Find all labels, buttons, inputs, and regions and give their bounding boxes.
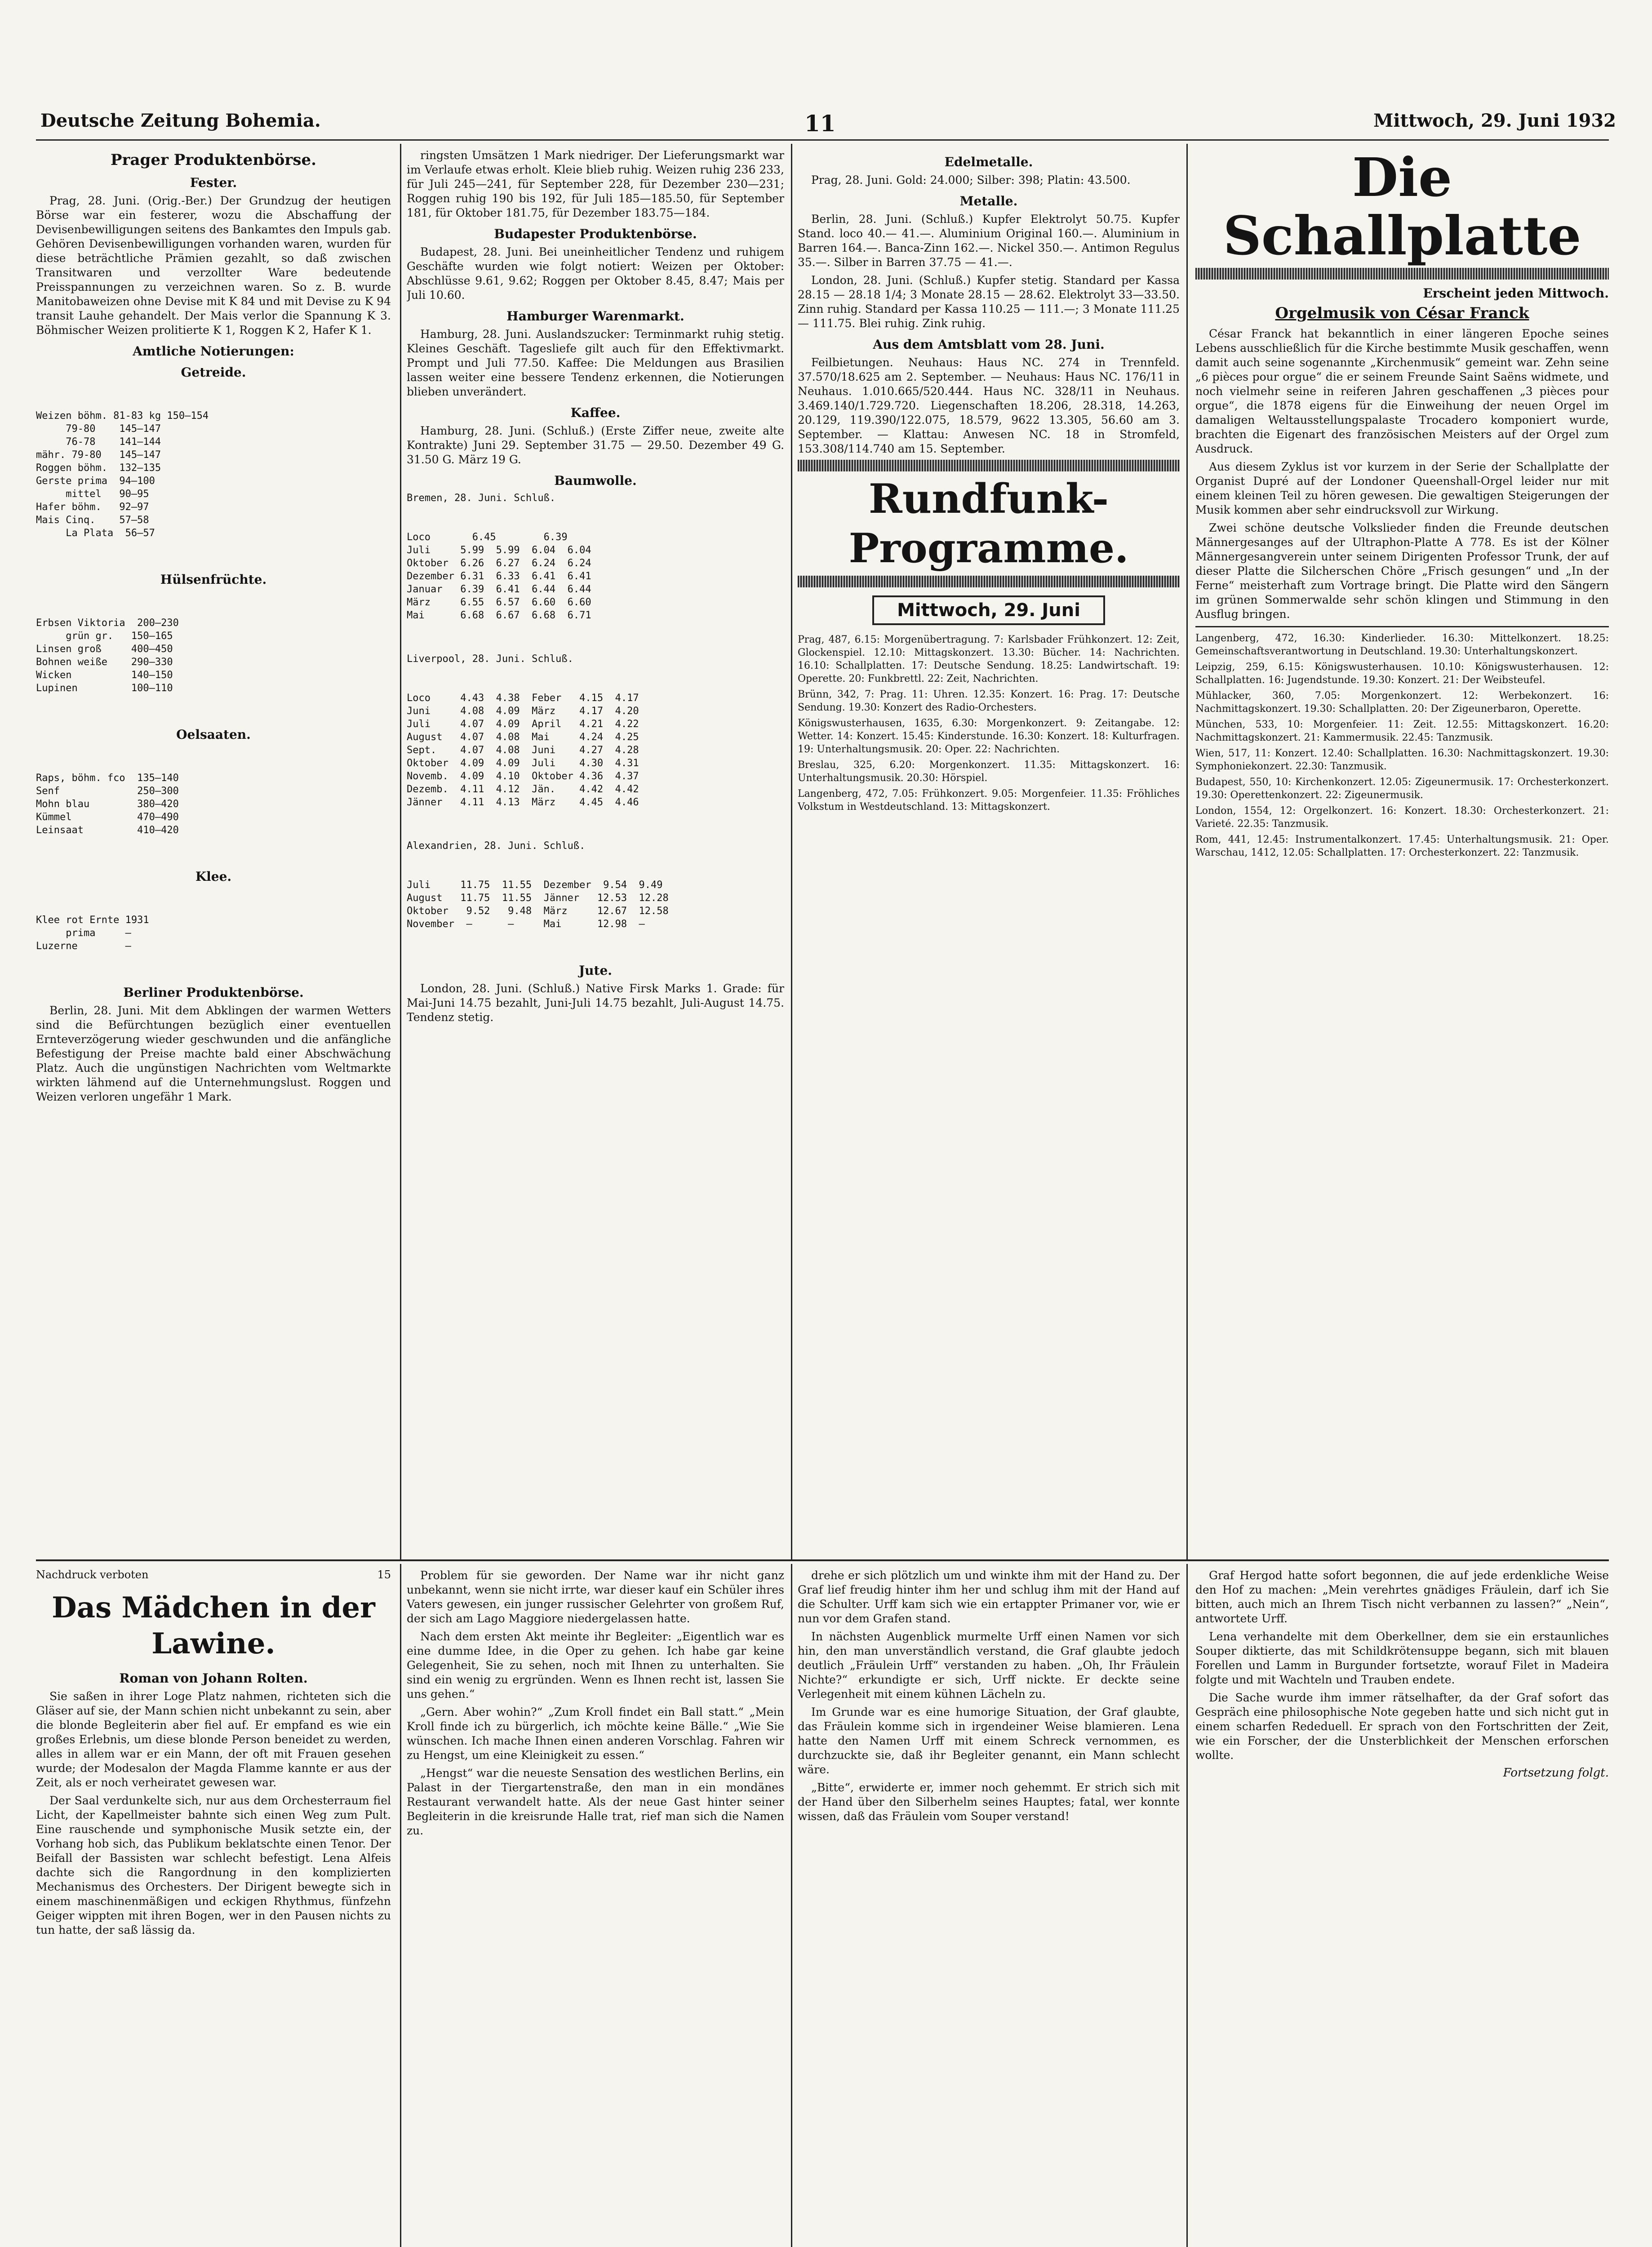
budapest-title: Budapester Produktenbörse. [494, 226, 697, 241]
budapest-report: Budapest, 28. Juni. Bei uneinheitlicher Tendenz und ruhigem Geschäfte wurden wie folgt notiert: Weizen per Oktober: Abschlüsse 9.61, 9.62; Roggen per Oktober 8.45, 8.47; Mais per Juli 10.60. [407, 245, 784, 302]
radio-listing: Budapest, 550, 10: Kirchenkonzert. 12.05: Zigeunermusik. 17: Orchesterkonzert. 19.30: Operettenkonzert. 22: Zigeunermusik. [1195, 777, 1609, 801]
metals-report: Berlin, 28. Juni. (Schluß.) Kupfer Elektrolyt 50.75. Kupfer Stand. loco 40.— 41.—. Aluminium Original 160.—. Aluminium in Barren 164.—. Banca-Zinn 162.—. Nickel 350.—. Antimon Regulus 35.—. Silber in Barren 37.75 — 41.—. [798, 213, 1180, 269]
berlin-title: Berliner Produktenbörse. [123, 985, 304, 1000]
article-paragraph: Aus diesem Zyklus ist vor kurzem in der Serie der Schallplatte der Organist Dupré auf der Londoner Queenshall-Orgel leider nur mit einem kleinen Teil zu hören gewesen. Die gewaltigen Steigerungen der Musik kommen aber sehr eindrucksvoll zur Wirkung. [1195, 460, 1609, 516]
grain-table: Weizen böhm. 81-83 kg 150—154 79-80 145—147 76-78 141—144 mähr. 79-80 145—147 Roggen böhm. 132—135 Gerste prima 94—100 mittel 90—95 Hafer böhm. 92—97 Mais Cinq. 57—58 La Plata 56—57 [36, 410, 209, 539]
section-subtitle: Fester. [190, 175, 237, 190]
ornament-bar [798, 576, 1180, 587]
official-gazette-title: Aus dem Amtsblatt vom 28. Juni. [873, 337, 1105, 352]
section-title: Prager Produktenbörse. [111, 151, 316, 169]
serial-paragraph: Graf Hergod hatte sofort begonnen, die auf jede erdenkliche Weise den Hof zu machen: „Mein verehrtes gnädiges Fräulein, darf ich Sie bitten, auch mich an Ihrem Tisch nicht verbannen zu lassen?“ „Nein“, antwortete Urff. [1195, 1569, 1609, 1625]
column-rule [791, 144, 792, 1559]
serial-paragraph: drehe er sich plötzlich um und winkte ihm mit der Hand zu. Der Graf lief freudig hinter ihm her und schlug ihm mit der Hand auf die Schulter. Urff kam sich wie ein ertappter Primaner vor, wie er nun vor dem Grafen stand. [798, 1569, 1180, 1625]
legume-table: Erbsen Viktoria 200—230 grün gr. 150—165 Linsen groß 400—450 Bohnen weiße 290—330 Wicken 140—150 Lupinen 100—110 [36, 617, 179, 694]
precious-metals-report: Prag, 28. Juni. Gold: 24.000; Silber: 398; Platin: 43.500. [811, 173, 1131, 187]
berlin-report: Berlin, 28. Juni. Mit dem Abklingen der warmen Wetters sind die Befürchtungen bezüglich einer eventuellen Ernteverzögerung wieder geschwunden und die anfängliche Befestigung der Preise machte bald einer Abschwächung Platz. Auch die ungünstigen Nachrichten vom Weltmarkte wirkten lähmend auf die Unternehmungslust. Roggen und Weizen verloren ungefähr 1 Mark. [36, 1004, 391, 1103]
serial-paragraph: Im Grunde war es eine humorige Situation, der Graf glaubte, das Fräulein komme sich in irgendeiner Weise blamieren. Lena hatte den Namen Urff mit einem Schreck vernommen, es durchzuckte sie, daß ihr Begleiter genannt, ein Mann schlecht wäre. [798, 1705, 1180, 1776]
radio-listing: Wien, 517, 11: Konzert. 12.40: Schallplatten. 16.30: Nachmittagskonzert. 19.30: Symphoniekonzert. 22.30: Tanzmusik. [1195, 748, 1609, 772]
serial-paragraph: „Gern. Aber wohin?“ „Zum Kroll findet ein Ball statt.“ „Mein Kroll finde ich zu bürgerlich, ich möchte keine Bälle.“ „Wie Sie wünschen. Ich mache Ihnen einen anderen Vorschlag. Fahren wir zu Hengst, um eine Kleinigkeit zu essen.“ [407, 1705, 784, 1762]
article-paragraph: Zwei schöne deutsche Volkslieder finden die Freunde deutschen Männergesanges auf der Ultraphon-Platte A 778. Es ist der Kölner Männergesangverein unter seinem Dirigenten Professor Trunk, der auf dieser Platte die Silcherschen Chöre „Frisch gesungen“ und „In der Ferne“ meisterhaft zum Vortrage bringt. Die Platte wird den Sängern im grünen Sommerwalde sehr schön klingen und Stimmung in den Ausflug bringen. [1195, 521, 1609, 621]
radio-listing-langenberg: Langenberg, 472, 7.05: Frühkonzert. 9.05: Morgenfeier. 11.35: Fröhliches Volkstum in Westdeutschland. 13: Mittagskonzert. [798, 788, 1180, 813]
column-metals-radio [798, 148, 1180, 1555]
serial-column-2 [407, 1568, 784, 2247]
page-number: 11 [804, 110, 836, 137]
clover-table: Klee rot Ernte 1931 prima — Luzerne — [36, 915, 149, 952]
column-markets [407, 148, 784, 1555]
serial-column-1 [36, 1568, 391, 2247]
section-rule [36, 1559, 1609, 1561]
bremen-label: Bremen, 28. Juni. Schluß. [407, 493, 556, 504]
jute-title: Jute. [578, 963, 613, 978]
legume-title: Hülsenfrüchte. [160, 572, 267, 587]
radio-listing-bruenn: Brünn, 342, 7: Prag. 11: Uhren. 12.35: Konzert. 16: Prag. 17: Deutsche Sendung. 19.30: Konzert des Radio-Orchesters. [798, 689, 1180, 713]
serial-column-3 [798, 1568, 1180, 2247]
column-produktenboerse [36, 148, 391, 1555]
masthead [40, 110, 1616, 137]
radio-listing: Rom, 441, 12.45: Instrumentalkonzert. 17.45: Unterhaltungsmusik. 21: Oper. Warschau, 1412, 12.05: Schallplatten. 17: Orchesterkonzert. 22: Tanzmusik. [1195, 834, 1609, 858]
radio-title: Rundfunk-Programme. [848, 475, 1129, 572]
clover-title: Klee. [195, 869, 232, 884]
hamburg-title: Hamburger Warenmarkt. [506, 309, 684, 324]
london-metals-report: London, 28. Juni. (Schluß.) Kupfer stetig. Standard per Kassa 28.15 — 28.18 1/4; 3 Monate 28.15 — 28.62. Elektrolyt 33—33.50. Zinn ruhig. Standard per Kassa 110.25 — 111.—; 3 Monate 111.25 — 111.75. Blei ruhig. Zink ruhig. [798, 274, 1180, 330]
oilseed-title: Oelsaaten. [176, 727, 251, 742]
ornament-bar [1195, 268, 1609, 280]
market-continuation: ringsten Umsätzen 1 Mark niedriger. Der Lieferungsmarkt war im Verlaufe etwas erholt. Kleie blieb ruhig. Weizen ruhig 236 233, für Juli 245—241, für September 228, für Dezember 230—231; Roggen ruhig 190 bis 192, für Juli 185—185.50, für September 181, für Oktober 181.75, für Dezember 183.75—184. [407, 149, 784, 219]
column-rule [791, 1564, 792, 2247]
market-report: Prag, 28. Juni. (Orig.-Ber.) Der Grundzug der heutigen Börse war ein festerer, wozu die Abschaffung der Devisenbewilligungen seitens des Bankamtes den Impuls gab. Gehören Devisenbewilligungen vorhanden waren, wurden für diese beträchtliche Prämien gezahlt, so daß zwischen Transitwaren und verzollter Ware bedeutende Preisspannungen zu verzeichnen waren. So z. B. wurde Manitobaweizen ohne Devise mit K 84 und mit Devise zu K 94 transit Lauhe gehandelt. Der Mais verlor die Spannung K 3. Böhmischer Weizen prolitierte K 1, Roggen K 2, Hafer K 1. [36, 194, 391, 337]
alexandria-label: Alexandrien, 28. Juni. Schluß. [407, 840, 586, 852]
column-rule [1186, 144, 1188, 1559]
masthead-rule [36, 139, 1609, 141]
coffee-title: Kaffee. [570, 405, 621, 420]
radio-listing: Langenberg, 472, 16.30: Kinderlieder. 16.30: Mittelkonzert. 18.25: Gemeinschaftsverantwortung in Deutschland. 19.30: Unterhaltungskonzert. [1195, 633, 1609, 657]
hamburg-report: Hamburg, 28. Juni. Auslandszucker: Terminmarkt ruhig stetig. Kleines Geschäft. Tagesliefe gilt auch für den Effektivmarkt. Prompt und Juli 77.50. Kaffee: Die Meldungen aus Brasilien lassen weiter eine bessere Tendenz erkennen, die Notierungen blieben unverändert. [407, 328, 784, 398]
ornament-bar [798, 460, 1180, 471]
metals-title: Metalle. [959, 194, 1018, 209]
liverpool-table: Loco 4.43 4.38 Feber 4.15 4.17 Juni 4.08 4.09 März 4.17 4.20 Juli 4.07 4.09 April 4.21 4.22 August 4.07 4.08 Mai 4.24 4.25 Sept. 4.07 4.08 Juni 4.27 4.28 Oktober 4.09 4.09 Juli 4.30 4.31 Novemb. 4.09 4.10 Oktober 4.36 4.37 Dezemb. 4.11 4.12 Jän. 4.42 4.42 Jänner 4.11 4.13 März 4.45 4.46 [407, 693, 639, 808]
serial-paragraph: Der Saal verdunkelte sich, nur aus dem Orchesterraum fiel Licht, der Kapellmeister bahnte sich einen Weg zum Pult. Eine rauschende und symphonische Musik setzte ein, der Vorhang hob sich, das Publikum beklatschte einen Tenor. Der Beifall der Bassisten war schlecht befestigt. Lena Alfeis dachte sich die Rangordnung in den komplizierten Mechanismus des Orchesters. Der Dirigent bewegte sich in einem maschinenmäßigen und eckigen Rhythmus, fünfzehn Geiger wippten mit ihren Bogen, wer in den Pausen nichts zu tun hatte, der saß lässig da. [36, 1794, 391, 1936]
radio-date-box: Mittwoch, 29. Juni [872, 595, 1105, 625]
serial-paragraph: Die Sache wurde ihm immer rätselhafter, da der Graf sofort das Gespräch eine philosophische Note gegeben hatte und sich nicht gut in einem scharfen Rededuell. Er sprach von den Fortschritten der Zeit, wie ein Forscher, der die Unsterblichkeit der Menschen erforschen wollte. [1195, 1691, 1609, 1762]
radio-listing: München, 533, 10: Morgenfeier. 11: Zeit. 12.55: Mittagskonzert. 16.20: Nachmittagskonzert. 21: Kammermusik. 22.45: Tanzmusik. [1195, 719, 1609, 743]
bremen-table: Loco 6.45 6.39 Juli 5.99 5.99 6.04 6.04 Oktober 6.26 6.27 6.24 6.24 Dezember 6.31 6.33 6.41 6.41 Januar 6.39 6.41 6.44 6.44 März 6.55 6.57 6.60 6.60 Mai 6.68 6.67 6.68 6.71 [407, 532, 591, 621]
oilseed-table: Raps, böhm. fco 135—140 Senf 250—300 Mohn blau 380—420 Kümmel 470—490 Leinsaat 410—420 [36, 773, 179, 836]
alexandria-table: Juli 11.75 11.55 Dezember 9.54 9.49 August 11.75 11.55 Jänner 12.53 12.28 Oktober 9.52 9.48 März 12.67 12.58 November — — Mai 12.98 — [407, 879, 669, 930]
serial-author: Roman von Johann Rolten. [119, 1671, 308, 1686]
article-paragraph: César Franck hat bekanntlich in einer längeren Epoche seines Lebens ausschließlich für die Kirche bestimmte Musik geschaffen, wenn damit auch seine sogenannte „Kirchenmusik“ gemeint war. Zehn seine „6 pièces pour orgue“ die er seinem Freunde Saint Saëns widmete, und noch vielmehr seine in reiferen Jahren geschaffenen „3 pièces pour orgue“, die 1878 eigens für die Einweihung der neuen Orgel im damaligen Weltausstellungspalaste Trocadero komponiert wurde, brachten die Eigenart des französischen Meisters auf der Orgel zum Ausdruck. [1195, 327, 1609, 455]
precious-metals-title: Edelmetalle. [944, 155, 1033, 169]
radio-listing-prag: Prag, 487, 6.15: Morgenübertragung. 7: Karlsbader Frühkonzert. 12: Zeit, Glockenspiel. 12.10: Mittagskonzert. 13.30: Bücher. 14: Nachrichten. 16.10: Schallplatten. 17: Deutsche Sendung. 18.25: Landwirtschaft. 19: Operette. 20: Funkbrettl. 22: Zeit, Nachrichten. [798, 634, 1180, 684]
serial-paragraph: „Hengst“ war die neueste Sensation des westlichen Berlins, ein Palast in der Tiergartenstraße, den man in ein mondänes Restaurant verwandelt hatte. Als der neue Gast hinter seiner Begleiterin in die kreisrunde Halle trat, rief man sich die Namen zu. [407, 1767, 784, 1837]
serial-paragraph: „Bitte“, erwiderte er, immer noch gehemmt. Er strich sich mit der Hand über den Silberhelm seines Hauptes; fatal, wer konnte wissen, daß das Fräulein vom Souper verstand! [798, 1781, 1180, 1823]
serial-paragraph: Lena verhandelte mit dem Oberkellner, dem sie ein erstaunliches Souper diktierte, das mit Schildkrötensuppe begann, sich mit blauen Forellen und Lamm in Burgunder fortsetzte, worauf Filet in Madeira folgte und mit Wachteln und Trauben endete. [1195, 1630, 1609, 1686]
continuation-note: Fortsetzung folgt. [1503, 1766, 1609, 1780]
radio-listing: London, 1554, 12: Orgelkonzert. 16: Konzert. 18.30: Orchesterkonzert. 21: Varieté. 22.35: Tanzmusik. [1195, 805, 1609, 830]
schallplatte-title: Die Schallplatte [1223, 148, 1581, 267]
column-rule [1186, 1564, 1188, 2247]
notes-title: Amtliche Notierungen: [133, 344, 294, 359]
article-title: Orgelmusik von César Franck [1275, 304, 1529, 322]
column-rule [400, 1564, 401, 2247]
jute-report: London, 28. Juni. (Schluß.) Native Firsk Marks 1. Grade: für Mai-Juni 14.75 bezahlt, Juni-Juli 14.75 bezahlt, Juli-August 14.75. Tendenz stetig. [407, 982, 784, 1024]
radio-listing: Leipzig, 259, 6.15: Königswusterhausen. 10.10: Königswusterhausen. 12: Schallplatten. 16: Jugendstunde. 19.30: Konzert. 21: Der Weibsteufel. [1195, 662, 1609, 686]
schallplatte-subtitle: Erscheint jeden Mittwoch. [1423, 286, 1609, 301]
column-rule [400, 144, 401, 1559]
radio-listing-kw: Königswusterhausen, 1635, 6.30: Morgenkonzert. 9: Zeitangabe. 12: Wetter. 14: Konzert. 15.45: Kinderstunde. 16.30: Konzert. 18: Kulturfragen. 19: Unterhaltungsmusik. 20: Oper. 22: Nachrichten. [798, 718, 1180, 755]
serial-paragraph: Nach dem ersten Akt meinte ihr Begleiter: „Eigentlich war es eine dumme Idee, in die Oper zu gehen. Ich habe gar keine Gelegenheit, Sie zu sehen, noch mit Ihnen zu unterhalten. Sie sind ein wenig zu ergründen. Wenn es Ihnen recht ist, lassen Sie uns gehen.“ [407, 1630, 784, 1701]
issue-date: Mittwoch, 29. Juni 1932 [1373, 110, 1616, 131]
serial-title: Das Mädchen in der Lawine. [52, 1591, 375, 1661]
liverpool-label: Liverpool, 28. Juni. Schluß. [407, 653, 573, 665]
serial-paragraph: Problem für sie geworden. Der Name war ihr nicht ganz unbekannt, wenn sie nicht irrte, war dieser kauf ein Schüler ihres Vaters gewesen, ein junger russischer Gelehrter von großem Ruf, der sich am Lago Maggiore niedergelassen hatte. [407, 1569, 784, 1625]
official-gazette-text: Feilbietungen. Neuhaus: Haus NC. 274 in Trennfeld. 37.570/18.625 am 2. September. — Neuhaus: Haus NC. 176/11 in Neuhaus. 1.010.665/520.444. Haus NC. 328/11 in Neuhaus. 3.469.140/1.729.720. Liegenschaften 18.206, 28.318, 14.263, 20.129, 119.390/122.075, 18.579, 9622 13.305, 56.60 am 3. September. — Klattau: Anwesen NC. 18 in Stromfeld, 153.308/114.740 am 15. September. [798, 356, 1180, 455]
coffee-report: Hamburg, 28. Juni. (Schluß.) (Erste Ziffer neue, zweite alte Kontrakte) Juni 29. September 31.75 — 29.50. Dezember 49 G. 31.50 G. März 19 G. [407, 424, 784, 466]
radio-listing-breslau: Breslau, 325, 6.20: Morgenkonzert. 11.35: Mittagskonzert. 16: Unterhaltungsmusik. 20.30: Hörspiel. [798, 759, 1180, 784]
reprint-notice: Nachdruck verboten 15 [36, 1568, 391, 1581]
separator [1195, 626, 1609, 627]
radio-listing: Mühlacker, 360, 7.05: Morgenkonzert. 12: Werbekonzert. 16: Nachmittagskonzert. 19.30: Schallplatten. 20: Der Zigeunerbaron, Operette. [1195, 690, 1609, 715]
newspaper-name: Deutsche Zeitung Bohemia. [40, 110, 321, 131]
cotton-title: Baumwolle. [554, 473, 637, 488]
column-schallplatte [1195, 148, 1609, 1555]
serial-paragraph: In nächsten Augenblick murmelte Urff einen Namen vor sich hin, den man unverständlich verstand, die Graf glaubte jedoch deutlich „Fräulein Urff“ verstanden zu haben. „Oh, Ihr Fräulein Nichte?“ erkundigte er sich, Urff nickte. Er deckte seine Verlegenheit mit einem kühnen Lächeln zu. [798, 1630, 1180, 1701]
serial-paragraph: Sie saßen in ihrer Loge Platz nahmen, richteten sich die Gläser auf sie, der Mann schien nicht unbekannt zu sein, aber die blonde Begleiterin aber fiel auf. Er empfand es wie ein großes Erlebnis, um diese blonde Person beneidet zu werden, alles in allem war er ein Mann, der oft mit Frauen gesehen wurde; der Modesalon der Magda Flamme kannte er aus der Zeit, als er noch verheiratet gewesen war. [36, 1690, 391, 1789]
serial-column-4 [1195, 1568, 1609, 2247]
grain-title: Getreide. [181, 365, 246, 380]
